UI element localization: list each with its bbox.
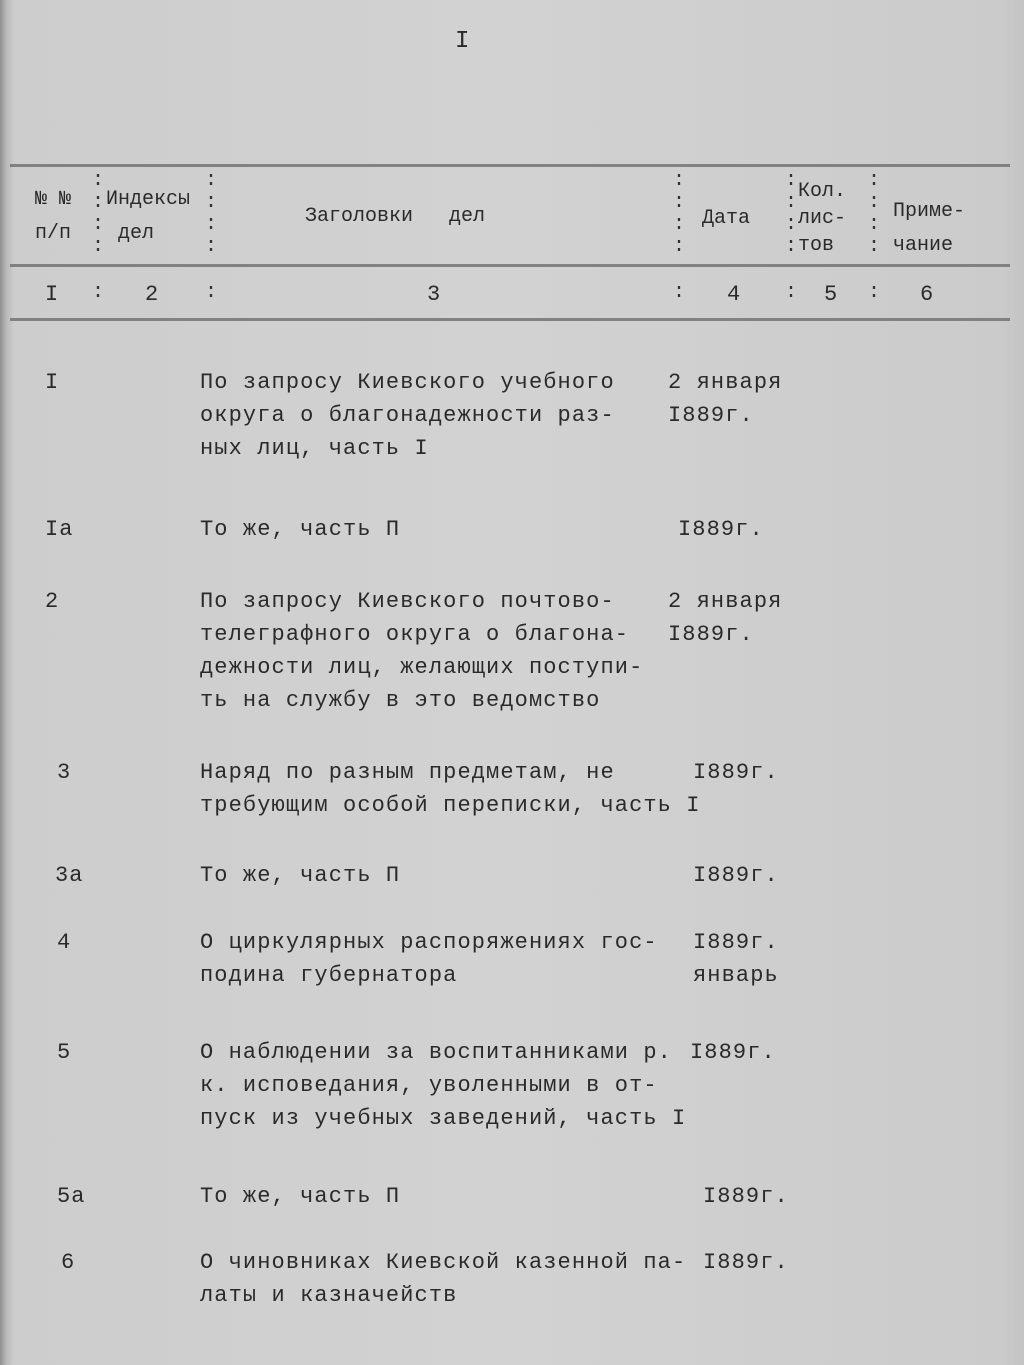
- entry-date: [703, 1180, 789, 1213]
- column-separator: : : : :: [673, 169, 686, 258]
- entry-title-line: О чиновниках Киевской казенной па-: [200, 1250, 687, 1275]
- entry-title-line: к. исповедания, уволенными в от-: [200, 1073, 658, 1098]
- entry-num: 6: [61, 1250, 76, 1275]
- header-line: Приме-: [893, 200, 966, 223]
- entry-num: 2: [45, 589, 60, 614]
- column-separator: : : : :: [868, 169, 881, 258]
- entry-title: [200, 1246, 686, 1312]
- col-number-index: I: [45, 282, 59, 307]
- col-number-index: 6: [920, 282, 934, 307]
- entry-title-line: пуск из учебных заведений, часть I: [200, 1106, 687, 1131]
- col-note-header: [893, 195, 965, 263]
- entry-title: [200, 1180, 400, 1213]
- entry-date-line: 2 января: [668, 589, 783, 614]
- entry-num: 3: [57, 760, 72, 785]
- entry-title-line: ть на службу в это ведомство: [200, 688, 601, 713]
- entry-title-line: латы и казначейств: [200, 1283, 458, 1308]
- col-number-index: 4: [727, 282, 741, 307]
- entry-title: [200, 513, 400, 546]
- column-separator: :: [868, 281, 881, 304]
- entry-date: [693, 756, 779, 789]
- column-separator: : : : :: [785, 169, 798, 258]
- header-line: тов: [798, 234, 835, 257]
- entry-date: [693, 926, 779, 992]
- header-line: № №: [35, 188, 72, 211]
- column-separator: :: [673, 281, 686, 304]
- header-line: дел: [118, 222, 155, 245]
- entry-title: [200, 756, 701, 822]
- entry-date-line: 2 января: [668, 370, 783, 395]
- entry-title-line: округа о благонадежности раз-: [200, 403, 615, 428]
- header-line: п/п: [35, 222, 72, 245]
- entry-title: [200, 859, 400, 892]
- entry-date-line: I889г.: [693, 760, 779, 785]
- col-index-header: [106, 183, 190, 251]
- entry-date: [693, 859, 779, 892]
- col-sheets-header: [798, 178, 846, 259]
- entry-date: [690, 1036, 776, 1069]
- entry-date-line: I889г.: [690, 1040, 776, 1065]
- header-line: лис-: [798, 207, 847, 230]
- page-number: I: [455, 28, 470, 55]
- entry-title-line: дежности лиц, желающих поступи-: [200, 655, 644, 680]
- entry-num: 4: [57, 930, 72, 955]
- entry-date-line: I889г.: [703, 1184, 789, 1209]
- column-separator: :: [92, 281, 105, 304]
- entry-title: [200, 926, 658, 992]
- col-number-header: [35, 183, 71, 251]
- entry-date-line: I889г.: [668, 622, 754, 647]
- header-line: Индексы: [106, 188, 191, 211]
- header-top-rule: [10, 164, 1010, 167]
- header-bottom-rule: [10, 318, 1010, 321]
- header-line: Кол.: [798, 180, 847, 203]
- entry-date: [668, 585, 782, 651]
- entry-num: 5а: [57, 1184, 86, 1209]
- entry-date-line: январь: [693, 963, 779, 988]
- entry-title-line: требующим особой переписки, часть I: [200, 793, 701, 818]
- column-separator: :: [785, 281, 798, 304]
- entry-title-line: ных лиц, часть I: [200, 436, 429, 461]
- entry-title-line: телеграфного округа о благона-: [200, 622, 630, 647]
- header-mid-rule: [10, 264, 1010, 267]
- entry-title-line: То же, часть П: [200, 1184, 401, 1209]
- entry-title-line: подина губернатора: [200, 963, 458, 988]
- column-separator: : : : :: [205, 169, 218, 258]
- entry-date-line: I889г.: [678, 517, 764, 542]
- column-separator: :: [205, 281, 218, 304]
- header-line: чание: [893, 234, 954, 257]
- col-number-index: 5: [824, 282, 838, 307]
- column-separator: : : : :: [92, 169, 105, 258]
- entry-date-line: I889г.: [668, 403, 754, 428]
- entry-title: [200, 585, 643, 717]
- entry-date-line: I889г.: [693, 863, 779, 888]
- entry-date: [678, 513, 764, 546]
- entry-title: [200, 366, 615, 465]
- entry-date: [668, 366, 782, 432]
- entry-title-line: О наблюдении за воспитанниками р.: [200, 1040, 672, 1065]
- entry-date-line: I889г.: [693, 930, 779, 955]
- entry-date-line: I889г.: [703, 1250, 789, 1275]
- entry-title-line: По запросу Киевского учебного: [200, 370, 615, 395]
- entry-num: I: [45, 370, 60, 395]
- entry-title-line: То же, часть П: [200, 863, 401, 888]
- col-number-index: 2: [145, 282, 159, 307]
- entry-num: Iа: [45, 517, 74, 542]
- entry-title-line: По запросу Киевского почтово-: [200, 589, 615, 614]
- entry-num: 5: [57, 1040, 72, 1065]
- entry-title-line: То же, часть П: [200, 517, 401, 542]
- col-date-header: Дата: [702, 207, 751, 230]
- entry-num: 3а: [55, 863, 84, 888]
- col-title-header: Заголовки дел: [305, 205, 486, 228]
- entry-title-line: Наряд по разным предметам, не: [200, 760, 615, 785]
- entry-date: [703, 1246, 789, 1279]
- entry-title-line: О циркулярных распоряжениях гос-: [200, 930, 658, 955]
- entry-title: [200, 1036, 686, 1135]
- col-number-index: 3: [427, 282, 441, 307]
